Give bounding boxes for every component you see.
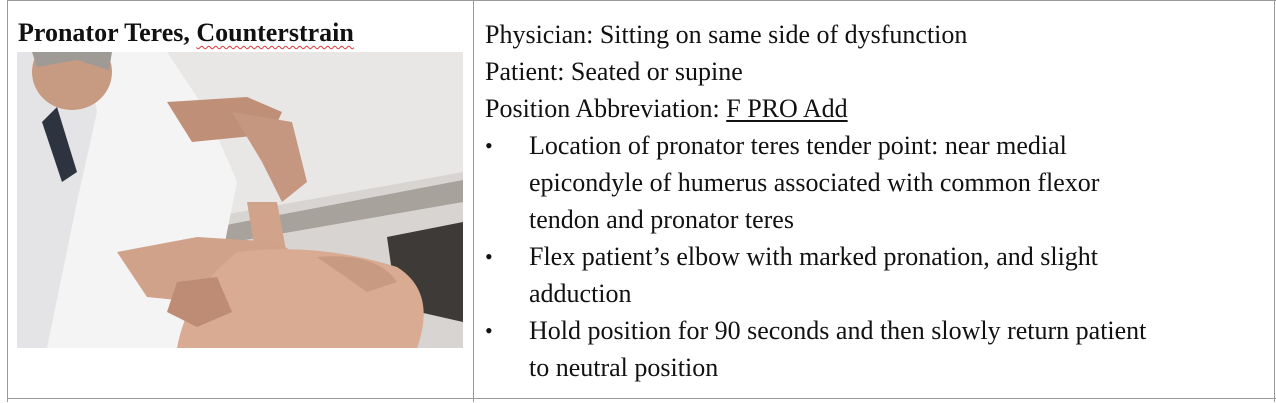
table-border-middle — [473, 0, 474, 402]
technique-instructions — [485, 16, 1265, 386]
bullet-icon: • — [485, 318, 493, 343]
position-abbreviation — [485, 90, 1265, 127]
abbreviation-value: F PRO Add — [726, 94, 848, 123]
list-item — [485, 312, 1265, 386]
list-item-line: Hold position for 90 seconds and then slowly return patient — [529, 316, 1147, 345]
list-item-line: adduction — [529, 279, 632, 308]
list-item-line: Flex patient’s elbow with marked pronation, and slight — [529, 242, 1099, 271]
bullet-icon: • — [485, 244, 493, 269]
abbreviation-label: Position Abbreviation: — [485, 94, 727, 123]
instruction-list — [485, 127, 1265, 386]
table-border-right — [1274, 0, 1275, 402]
list-item — [485, 127, 1265, 238]
patient-position: Patient: Seated or supine — [485, 57, 743, 86]
technique-photo — [17, 52, 463, 348]
physician-position: Physician: Sitting on same side of dysfunction — [485, 20, 968, 49]
list-item-line: tendon and pronator teres — [529, 205, 794, 234]
bullet-icon: • — [485, 133, 493, 158]
technique-title — [18, 18, 354, 48]
list-item-line: Location of pronator teres tender point: near medial — [529, 131, 1067, 160]
title-spellcheck-word: Counterstrain — [196, 18, 354, 47]
table-border-left — [7, 0, 8, 402]
title-text: Pronator Teres, — [18, 18, 197, 47]
list-item-line: to neutral position — [529, 353, 719, 382]
table-border-bottom — [7, 398, 1276, 399]
list-item — [485, 238, 1265, 312]
list-item-line: epicondyle of humerus associated with common flexor — [529, 168, 1100, 197]
